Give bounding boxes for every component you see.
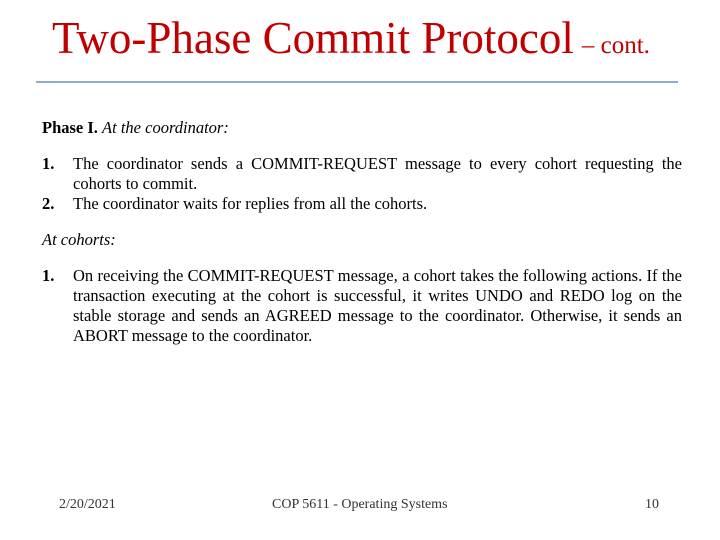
footer-course: COP 5611 - Operating Systems <box>272 497 448 512</box>
title-divider <box>36 81 678 83</box>
title-suffix: – cont. <box>581 32 650 59</box>
step-number: 2. <box>42 194 55 213</box>
phase-heading <box>42 118 682 138</box>
list-item <box>42 194 682 214</box>
step-number: 1. <box>42 154 55 173</box>
coordinator-steps <box>42 154 682 214</box>
list-item <box>42 154 682 194</box>
cohort-steps <box>42 266 682 346</box>
list-item <box>42 266 682 346</box>
slide-content <box>42 118 682 346</box>
cohort-heading: At cohorts: <box>42 230 116 249</box>
step-text: On receiving the COMMIT-REQUEST message, a cohort takes the following actions. If the transaction executing at the cohort is successful, it writes UNDO and REDO log on the stable storage and sends an AGREED message to the coordinator. Otherwise, it sends an ABORT message to the coordinator. <box>73 266 682 345</box>
footer-date: 2/20/2021 <box>59 497 116 512</box>
step-number: 1. <box>42 266 55 285</box>
phase-subtitle: At the coordinator: <box>102 118 229 137</box>
step-text: The coordinator sends a COMMIT-REQUEST message to every cohort requesting the cohorts to commit. <box>73 154 682 193</box>
slide-title <box>52 12 650 64</box>
page-number: 10 <box>645 497 659 512</box>
title-text: Two-Phase Commit Protocol <box>52 13 574 63</box>
phase-label: Phase I. <box>42 118 98 137</box>
step-text: The coordinator waits for replies from all the cohorts. <box>73 194 428 213</box>
